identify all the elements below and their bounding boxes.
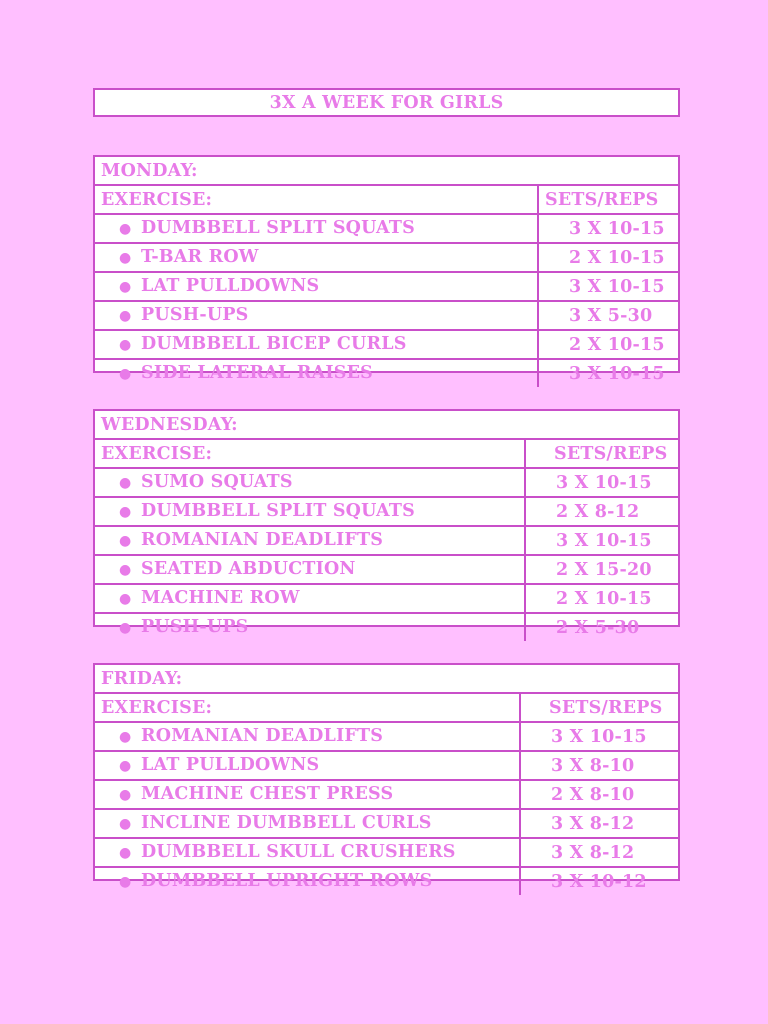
table-row <box>95 359 678 387</box>
table-row <box>95 243 678 272</box>
exercise-name: ROMANIAN DEADLIFTS <box>141 530 384 550</box>
bullet-icon: ● <box>119 874 132 890</box>
bullet-icon: ● <box>119 620 132 636</box>
sets-reps: 3 X 10-15 <box>538 359 678 387</box>
table-row <box>95 722 678 751</box>
exercise-name: DUMBBELL SPLIT SQUATS <box>141 218 415 238</box>
exercise-name: ROMANIAN DEADLIFTS <box>141 726 384 746</box>
bullet-icon: ● <box>119 337 132 353</box>
sets-reps: 2 X 10-15 <box>525 584 678 613</box>
bullet-icon: ● <box>119 475 132 491</box>
bullet-icon: ● <box>119 845 132 861</box>
exercise-name: T-BAR ROW <box>141 247 259 267</box>
sets-reps: 3 X 10-12 <box>520 867 678 895</box>
exercise-name: MACHINE ROW <box>141 588 300 608</box>
table-row <box>95 272 678 301</box>
sets-reps: 2 X 5-30 <box>525 613 678 641</box>
table-row <box>95 526 678 555</box>
bullet-icon: ● <box>119 279 132 295</box>
table-row <box>95 809 678 838</box>
sets-header: SETS/REPS <box>525 439 678 468</box>
wednesday-table <box>93 409 680 638</box>
exercise-name: MACHINE CHEST PRESS <box>141 784 394 804</box>
bullet-icon: ● <box>119 816 132 832</box>
bullet-icon: ● <box>119 591 132 607</box>
table-row <box>95 613 678 641</box>
sets-reps: 3 X 10-15 <box>538 214 678 243</box>
bullet-icon: ● <box>119 562 132 578</box>
day-heading-wednesday: WEDNESDAY: <box>95 411 678 439</box>
sets-reps: 2 X 10-15 <box>538 243 678 272</box>
sets-reps: 3 X 10-15 <box>520 722 678 751</box>
table-row <box>95 838 678 867</box>
friday-table <box>93 663 680 892</box>
sets-reps: 2 X 8-10 <box>520 780 678 809</box>
title-box <box>93 88 680 117</box>
exercise-name: LAT PULLDOWNS <box>141 755 320 775</box>
exercise-name: DUMBBELL SKULL CRUSHERS <box>141 842 456 862</box>
exercise-name: PUSH-UPS <box>141 617 249 637</box>
table-row <box>95 780 678 809</box>
sets-reps: 3 X 8-12 <box>520 838 678 867</box>
exercise-name: DUMBBELL UPRIGHT ROWS <box>141 871 433 891</box>
exercise-header: EXERCISE: <box>95 439 525 468</box>
sets-reps: 2 X 15-20 <box>525 555 678 584</box>
exercise-name: SEATED ABDUCTION <box>141 559 356 579</box>
sets-reps: 2 X 10-15 <box>538 330 678 359</box>
table-row <box>95 584 678 613</box>
sets-header: SETS/REPS <box>538 185 678 214</box>
bullet-icon: ● <box>119 221 132 237</box>
exercise-header: EXERCISE: <box>95 185 538 214</box>
page-title: 3X A WEEK FOR GIRLS <box>269 93 504 113</box>
sets-reps: 3 X 10-15 <box>525 526 678 555</box>
bullet-icon: ● <box>119 250 132 266</box>
table-row <box>95 214 678 243</box>
exercise-name: SUMO SQUATS <box>141 472 293 492</box>
table-row <box>95 751 678 780</box>
bullet-icon: ● <box>119 308 132 324</box>
sets-reps: 2 X 8-12 <box>525 497 678 526</box>
exercise-name: SIDE LATERAL RAISES <box>141 363 373 383</box>
monday-table <box>93 155 680 384</box>
day-heading-friday: FRIDAY: <box>95 665 678 693</box>
bullet-icon: ● <box>119 758 132 774</box>
sets-reps: 3 X 10-15 <box>525 468 678 497</box>
table-row <box>95 468 678 497</box>
exercise-header: EXERCISE: <box>95 693 520 722</box>
table-row <box>95 301 678 330</box>
exercise-name: DUMBBELL BICEP CURLS <box>141 334 407 354</box>
sets-reps: 3 X 8-10 <box>520 751 678 780</box>
bullet-icon: ● <box>119 787 132 803</box>
table-row <box>95 555 678 584</box>
bullet-icon: ● <box>119 366 132 382</box>
exercise-name: INCLINE DUMBBELL CURLS <box>141 813 432 833</box>
table-row <box>95 330 678 359</box>
exercise-name: DUMBBELL SPLIT SQUATS <box>141 501 415 521</box>
exercise-name: PUSH-UPS <box>141 305 249 325</box>
table-row <box>95 867 678 895</box>
exercise-name: LAT PULLDOWNS <box>141 276 320 296</box>
sets-reps: 3 X 8-12 <box>520 809 678 838</box>
sets-reps: 3 X 5-30 <box>538 301 678 330</box>
table-row <box>95 497 678 526</box>
sets-header: SETS/REPS <box>520 693 678 722</box>
sets-reps: 3 X 10-15 <box>538 272 678 301</box>
bullet-icon: ● <box>119 504 132 520</box>
bullet-icon: ● <box>119 533 132 549</box>
bullet-icon: ● <box>119 729 132 745</box>
day-heading-monday: MONDAY: <box>95 157 678 185</box>
